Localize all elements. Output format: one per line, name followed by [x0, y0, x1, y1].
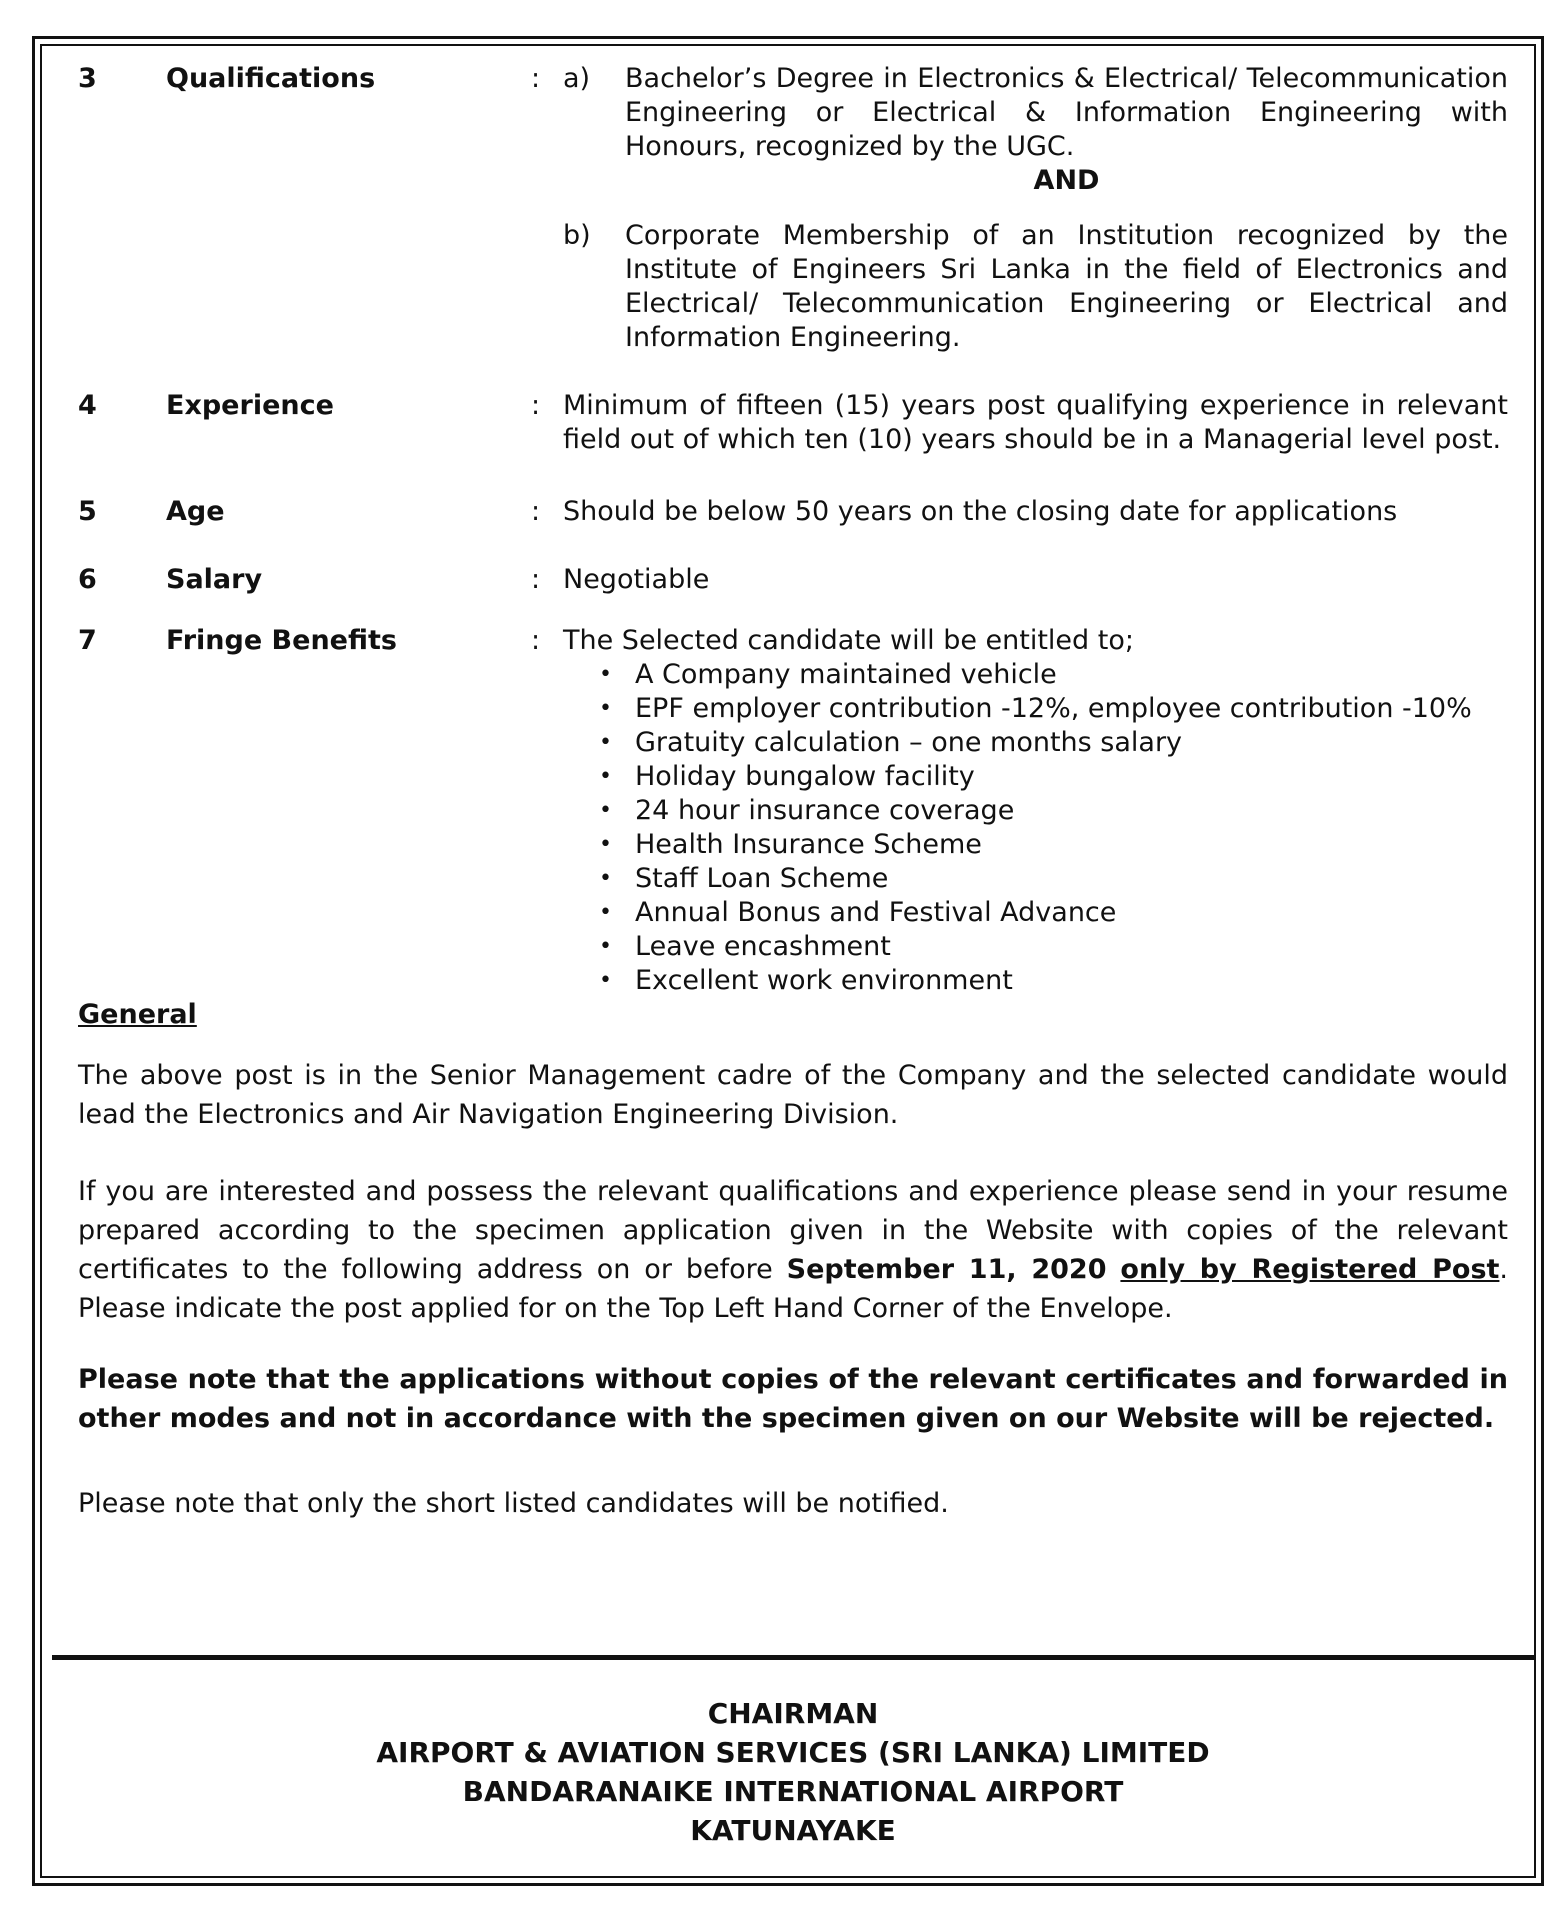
section-number: 6 [78, 564, 97, 595]
submission-method: only by Registered Post [1120, 1254, 1500, 1285]
bullet-icon: • [599, 866, 612, 891]
section-label: Salary [166, 564, 263, 595]
section-value [563, 62, 1508, 355]
list-item [599, 964, 1508, 998]
list-item [599, 760, 1508, 794]
footer-line-title: CHAIRMAN [707, 1697, 879, 1730]
benefit-text: A Company maintained vehicle [635, 659, 1057, 690]
benefit-text: Holiday bungalow facility [635, 761, 975, 792]
benefit-text: Leave encashment [635, 931, 891, 962]
footer-address [52, 1694, 1534, 1850]
section-number: 5 [78, 496, 97, 527]
section-value: Should be below 50 years on the closing date for applications [563, 496, 1398, 527]
footer-line-company: AIRPORT & AVIATION SERVICES (SRI LANKA) LIMITED [376, 1736, 1210, 1769]
section-fringe-benefits [78, 624, 1508, 998]
section-label: Qualifications [166, 63, 376, 94]
section-number: 3 [78, 63, 97, 94]
section-colon: : [531, 390, 541, 421]
list-item [599, 930, 1508, 964]
benefit-text: Annual Bonus and Festival Advance [635, 897, 1117, 928]
bullet-icon: • [599, 968, 612, 993]
section-label: Fringe Benefits [166, 625, 397, 656]
section-colon: : [531, 63, 541, 94]
bullet-icon: • [599, 934, 612, 959]
section-colon: : [531, 625, 541, 656]
general-paragraph-1: The above post is in the Senior Management cadre of the Company and the selected candidate would lead the Electronics and Air Navigation Engineering Division. [78, 1060, 1508, 1130]
bullet-icon: • [599, 900, 612, 925]
section-number: 7 [78, 625, 97, 656]
general-paragraph-2 [78, 1172, 1508, 1328]
bullet-icon: • [599, 764, 612, 789]
section-colon: : [531, 496, 541, 527]
list-item [599, 896, 1508, 930]
list-item [599, 726, 1508, 760]
section-age [78, 495, 1508, 529]
footer-line-airport: BANDARANAIKE INTERNATIONAL AIRPORT [462, 1775, 1124, 1808]
benefit-text: 24 hour insurance coverage [635, 795, 1015, 826]
para2-text-2: . Please indicate the post applied for on the Top Left Hand Corner of the Envelope. [78, 1254, 1509, 1324]
qualification-item-b [563, 219, 1508, 355]
section-qualifications [78, 62, 1508, 355]
qualification-item-a [563, 62, 1508, 164]
footer-divider [52, 1655, 1534, 1660]
section-experience [78, 389, 1508, 457]
list-item [599, 862, 1508, 896]
list-item [599, 658, 1508, 692]
benefits-intro: The Selected candidate will be entitled to; [563, 625, 1134, 656]
item-text: Corporate Membership of an Institution recognized by the Institute of Engineers Sri Lanka in the field of Electronics and Electrical/ Telecommunication Engineering or Electrical and Information Engineering. [625, 220, 1508, 353]
document-body [78, 62, 1508, 1523]
benefits-list [563, 658, 1508, 998]
section-number: 4 [78, 390, 97, 421]
rejection-notice: Please note that the applications without copies of the relevant certificates and forwarded in other modes and not in accordance with the specimen given on our Website will be rejected. [78, 1364, 1508, 1434]
item-text: Bachelor’s Degree in Electronics & Electrical/ Telecommunication Engineering or Electrical & Information Engineering with Honours, recognized by the UGC. [625, 63, 1508, 162]
footer-line-city: KATUNAYAKE [690, 1814, 896, 1847]
and-connector: AND [1033, 165, 1100, 196]
list-item [599, 794, 1508, 828]
benefit-text: Health Insurance Scheme [635, 829, 982, 860]
para2-text-1: If you are interested and possess the relevant qualifications and experience please send in your resume prepared according to the specimen application given in the Website with copies of the relevant certificates to the following address on or before [78, 1176, 1508, 1285]
section-salary [78, 563, 1508, 597]
benefit-text: Excellent work environment [635, 965, 1013, 996]
section-label: Age [166, 496, 225, 527]
item-letter: a) [563, 63, 591, 94]
benefit-text: EPF employer contribution -12%, employee contribution -10% [635, 693, 1472, 724]
closing-date: September 11, 2020 [786, 1254, 1107, 1285]
section-value [563, 624, 1508, 998]
benefit-text: Staff Loan Scheme [635, 863, 889, 894]
list-item [599, 692, 1508, 726]
bullet-icon: • [599, 696, 612, 721]
bullet-icon: • [599, 832, 612, 857]
bullet-icon: • [599, 798, 612, 823]
para2-space [1107, 1254, 1121, 1285]
general-heading: General [78, 999, 197, 1030]
bullet-icon: • [599, 662, 612, 687]
section-colon: : [531, 564, 541, 595]
bullet-icon: • [599, 730, 612, 755]
section-value: Minimum of fifteen (15) years post qualifying experience in relevant field out of which ten (10) years should be in a Managerial level post. [563, 390, 1508, 455]
item-letter: b) [563, 220, 591, 251]
list-item [599, 828, 1508, 862]
benefit-text: Gratuity calculation – one months salary [635, 727, 1183, 758]
section-label: Experience [166, 390, 334, 421]
shortlist-notice: Please note that only the short listed candidates will be notified. [78, 1488, 949, 1519]
section-value: Negotiable [563, 564, 710, 595]
